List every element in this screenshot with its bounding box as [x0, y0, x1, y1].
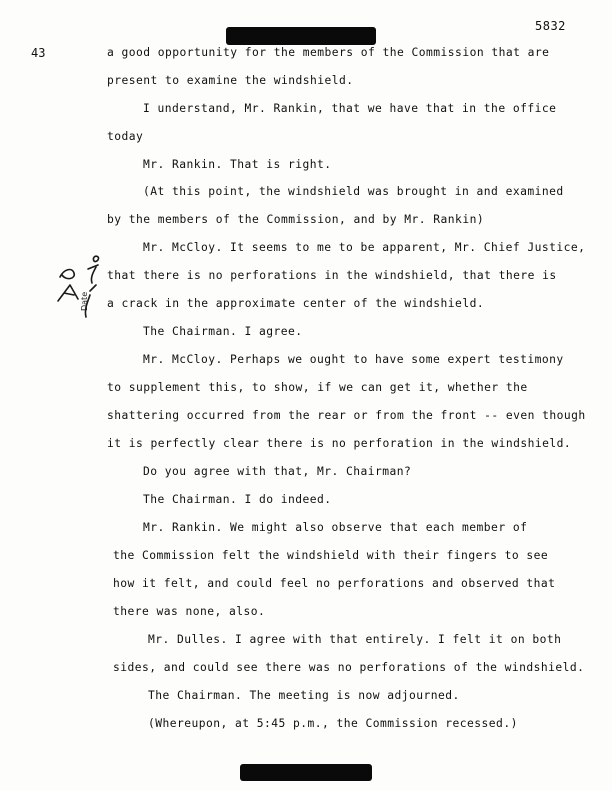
transcript-line: Do you agree with that, Mr. Chairman? — [143, 465, 412, 478]
page-number: 5832 — [535, 19, 566, 33]
transcript-line: The Chairman. The meeting is now adjourned. — [148, 689, 460, 702]
transcript-line: present to examine the windshield. — [107, 74, 354, 87]
transcript-line: (At this point, the windshield was brought in and examined — [143, 185, 564, 198]
transcript-line: The Chairman. I agree. — [143, 325, 303, 338]
transcript-line: that there is no perforations in the windshield, that there is — [107, 269, 557, 282]
transcript-line: to supplement this, to show, if we can get it, whether the — [107, 381, 528, 394]
transcript-line: a crack in the approximate center of the windshield. — [107, 297, 485, 310]
transcript-line: the Commission felt the windshield with their fingers to see — [113, 549, 549, 562]
transcript-line: shattering occurred from the rear or from the front -- even though — [107, 409, 586, 422]
transcript-line: Mr. Rankin. That is right. — [143, 158, 332, 171]
margin-page-number: 43 — [31, 46, 46, 60]
transcript-line: a good opportunity for the members of the Commission that are — [107, 46, 550, 59]
transcript-line: Mr. Rankin. We might also observe that each member of — [143, 521, 528, 534]
transcript-line: today — [107, 130, 144, 143]
transcript-line: Mr. Dulles. I agree with that entirely. I felt it on both — [148, 633, 562, 646]
transcript-line: there was none, also. — [113, 605, 266, 618]
top-redaction-bar — [226, 27, 376, 45]
transcript-line: Mr. McCloy. It seems to me to be apparent, Mr. Chief Justice, — [143, 241, 586, 254]
handwritten-margin-annotation — [50, 255, 110, 345]
transcript-line: it is perfectly clear there is no perforation in the windshield. — [107, 437, 572, 450]
date-stamp-label: Date — [80, 291, 89, 311]
transcript-line: by the members of the Commission, and by Mr. Rankin) — [107, 213, 485, 226]
transcript-line: sides, and could see there was no perforations of the windshield. — [113, 661, 585, 674]
transcript-line: how it felt, and could feel no perforations and observed that — [113, 577, 556, 590]
bottom-redaction-bar — [240, 764, 372, 781]
transcript-line: Mr. McCloy. Perhaps we ought to have some expert testimony — [143, 353, 564, 366]
transcript-line: I understand, Mr. Rankin, that we have that in the office — [143, 102, 557, 115]
transcript-line: (Whereupon, at 5:45 p.m., the Commission recessed.) — [148, 717, 518, 730]
transcript-line: The Chairman. I do indeed. — [143, 493, 332, 506]
